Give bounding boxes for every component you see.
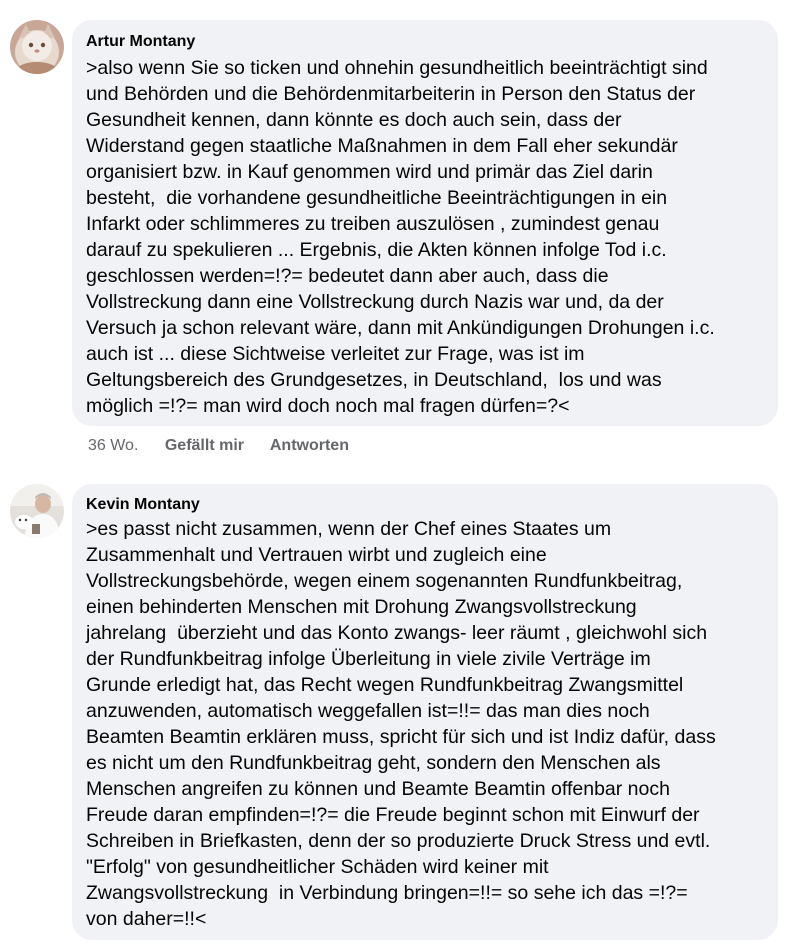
comment-line: >es passt nicht zusammen, wenn der Chef eines Staates um [86, 518, 612, 540]
comment-line: möglich =!?= man wird doch noch mal fragen dürfen=?< [86, 395, 570, 417]
comment-line: von daher=!!< [86, 908, 207, 930]
comment-line: "Erfolg" von gesundheitlicher Schäden wird keiner mit [86, 856, 549, 878]
comment-line: geschlossen werden=!?= bedeutet dann aber auch, dass die [86, 265, 609, 287]
comment-line: einen behinderten Menschen mit Drohung Zwangsvollstreckung [86, 596, 637, 618]
comment-line: es nicht um den Rundfunkbeitrag geht, sondern den Menschen als [86, 752, 661, 774]
comment-actions [88, 437, 371, 455]
comment-line: besteht, die vorhandene gesundheitliche Beeinträchtigungen in ein [86, 187, 668, 209]
comment-author[interactable]: Kevin Montany [86, 496, 200, 513]
comment-line: Zwangsvollstreckung in Verbindung bringen=!!= so sehe ich das =!?= [86, 882, 688, 904]
comment-line: der Rundfunkbeitrag infolge Überleitung in viele zivile Verträge im [86, 648, 651, 670]
comment-text [86, 516, 716, 932]
comment-line: organisiert bzw. in Kauf genommen wird und primär das Ziel darin [86, 161, 653, 183]
comment-timestamp[interactable]: 36 Wo. [88, 437, 139, 454]
comment-line: Gesundheit kennen, dann könnte es doch auch sein, dass der [86, 109, 622, 131]
comment-artur [0, 0, 794, 470]
comment-line: Versuch ja schon relevant wäre, dann mit Ankündigungen Drohungen i.c. [86, 317, 715, 339]
comment-kevin [0, 470, 794, 945]
avatar-artur[interactable] [10, 20, 64, 74]
comment-line: >also wenn Sie so ticken und ohnehin gesundheitlich beeinträchtigt sind [86, 57, 708, 79]
reply-button[interactable]: Antworten [269, 437, 349, 454]
cat-avatar-icon [10, 20, 64, 74]
comment-line: Beamten Beamtin erklären muss, spricht für sich und ist Indiz dafür, dass [86, 726, 716, 748]
comment-line: Vollstreckungsbehörde, wegen einem sogenannten Rundfunkbeitrag, [86, 570, 683, 592]
comment-bubble [72, 484, 778, 940]
comment-line: Schreiben in Briefkasten, denn der so produzierte Druck Stress und evtl. [86, 830, 711, 852]
comment-line: jahrelang überzieht und das Konto zwangs- leer räumt , gleichwohl sich [86, 622, 708, 644]
comment-line: Grunde erledigt hat, das Recht wegen Rundfunkbeitrag Zwangsmittel [86, 674, 684, 696]
comment-line: Freude daran empfinden=!?= die Freude beginnt schon mit Einwurf der [86, 804, 700, 826]
person-avatar-icon [10, 484, 64, 538]
comment-line: auch ist ... diese Sichtweise verleitet zur Frage, was ist im [86, 343, 585, 365]
comment-line: Zusammenhalt und Vertrauen wirbt und zugleich eine [86, 544, 547, 566]
like-button[interactable]: Gefällt mir [164, 437, 244, 454]
comment-line: Infarkt oder schlimmeres zu treiben auszulösen , zumindest genau [86, 213, 660, 235]
comment-line: anzuwenden, automatisch weggefallen ist=!!= das man dies noch [86, 700, 650, 722]
comment-bubble [72, 20, 778, 426]
avatar-kevin[interactable] [10, 484, 64, 538]
comment-line: darauf zu spekulieren ... Ergebnis, die Akten können infolge Tod i.c. [86, 239, 667, 261]
comment-line: Widerstand gegen staatliche Maßnahmen in dem Fall eher sekundär [86, 135, 678, 157]
comment-text [86, 55, 715, 419]
comment-line: und Behörden und die Behördenmitarbeiterin in Person den Status der [86, 83, 696, 105]
comment-line: Geltungsbereich des Grundgesetzes, in Deutschland, los und was [86, 369, 662, 391]
comment-author[interactable]: Artur Montany [86, 33, 196, 50]
comment-line: Menschen angreifen zu können und Beamte Beamtin offenbar noch [86, 778, 670, 800]
comment-line: Vollstreckung dann eine Vollstreckung durch Nazis war und, da der [86, 291, 664, 313]
